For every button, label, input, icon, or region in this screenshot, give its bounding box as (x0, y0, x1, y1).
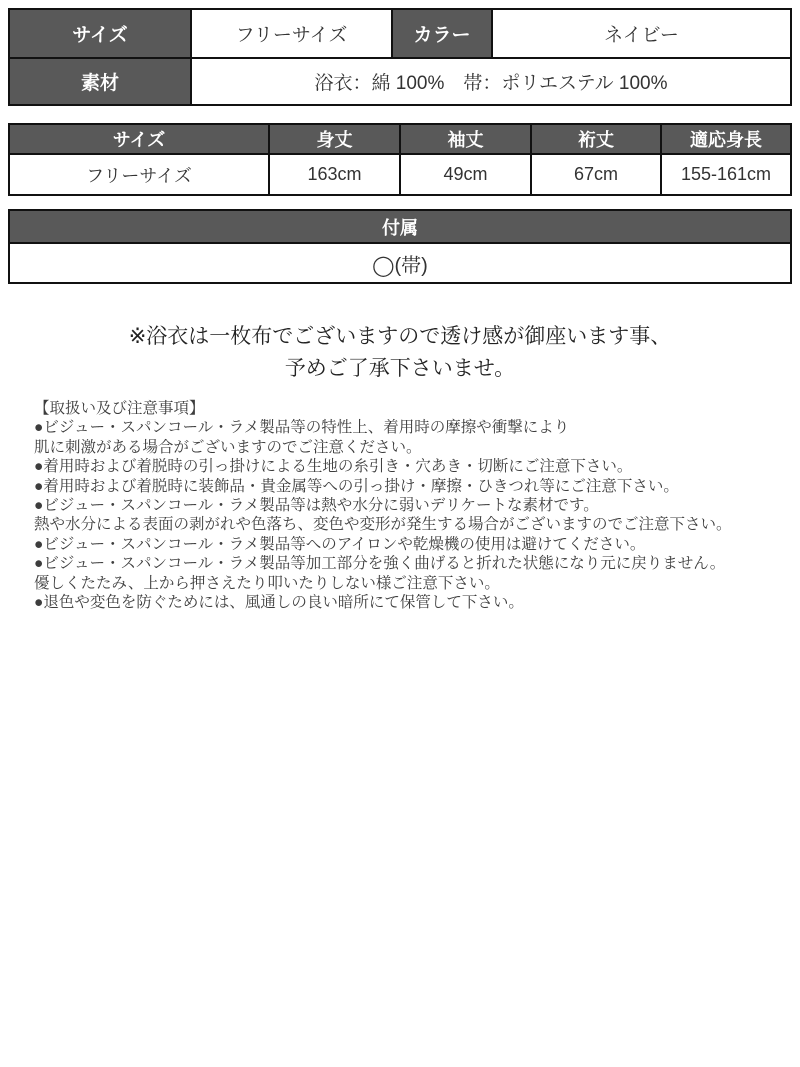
value-sleeve-length: 49cm (399, 155, 530, 194)
care-title: 【取扱い及び注意事項】 (34, 400, 205, 417)
col-header-sleeve-length: 袖丈 (399, 125, 530, 153)
spec-table-row-1 (10, 10, 790, 57)
color-value-cell: ネイビー (491, 10, 790, 57)
size-label-cell: サイズ (10, 10, 190, 57)
notice-line-1: ※浴衣は一枚布でございますので透け感が御座います事、 (128, 325, 672, 348)
care-line: ●着用時および着脱時の引っ掛けによる生地の糸引き・穴あき・切断にご注意下さい。 (34, 458, 633, 476)
measurement-data-row (10, 153, 790, 194)
care-line: 優しくたたみ、上から押さえたり叩いたりしない様ご注意下さい。 (34, 574, 500, 592)
care-line: ●ビジュー・スパンコール・ラメ製品等へのアイロンや乾燥機の使用は避けてください。 (34, 535, 646, 553)
measurement-table (8, 123, 792, 196)
size-value-cell: フリーサイズ (190, 10, 391, 57)
col-header-size: サイズ (10, 125, 268, 153)
accessory-data-row (10, 242, 790, 282)
sheerness-notice (0, 321, 800, 385)
color-label-cell: カラー (391, 10, 491, 57)
material-value-cell: 浴衣：綿 100% 帯：ポリエステル 100% (190, 59, 790, 104)
care-line: ●退色や変色を防ぐためには、風通しの良い暗所にて保管して下さい。 (34, 594, 524, 612)
accessory-table (8, 209, 792, 284)
care-line: ●着用時および着脱時に装飾品・貴金属等への引っ掛け・摩擦・ひきつれ等にご注意下さい。 (34, 477, 679, 495)
care-instructions (34, 399, 792, 612)
value-size: フリーサイズ (86, 165, 192, 186)
accessory-header-cell: 付属 (10, 211, 790, 242)
col-header-yuki-length: 裄丈 (530, 125, 660, 153)
spec-table (8, 8, 792, 106)
col-header-body-length: 身丈 (268, 125, 399, 153)
value-body-length: 163cm (268, 155, 399, 194)
care-line: 熱や水分による表面の剥がれや色落ち、変色や変形が発生する場合がございますのでご注意下さい。 (34, 516, 732, 534)
accessory-header-row (10, 211, 790, 242)
material-label-cell: 素材 (10, 59, 190, 104)
measurement-header-row (10, 125, 790, 153)
care-line: ●ビジュー・スパンコール・ラメ製品等は熱や水分に弱いデリケートな素材です。 (34, 497, 599, 515)
notice-line-2: 予めご了承下さいませ。 (284, 357, 516, 380)
care-line: 肌に刺激がある場合がございますのでご注意ください。 (34, 438, 422, 456)
col-header-fit-height: 適応身長 (660, 125, 790, 153)
value-fit-height: 155-161cm (660, 155, 790, 194)
care-line: ●ビジュー・スパンコール・ラメ製品等の特性上、着用時の摩擦や衝撃により (34, 419, 570, 437)
spec-table-row-2 (10, 57, 790, 104)
value-yuki-length: 67cm (530, 155, 660, 194)
care-line: ●ビジュー・スパンコール・ラメ製品等加工部分を強く曲げると折れた状態になり元に戻りません。 (34, 555, 726, 573)
accessory-value-cell: ◯(帯) (372, 254, 428, 277)
